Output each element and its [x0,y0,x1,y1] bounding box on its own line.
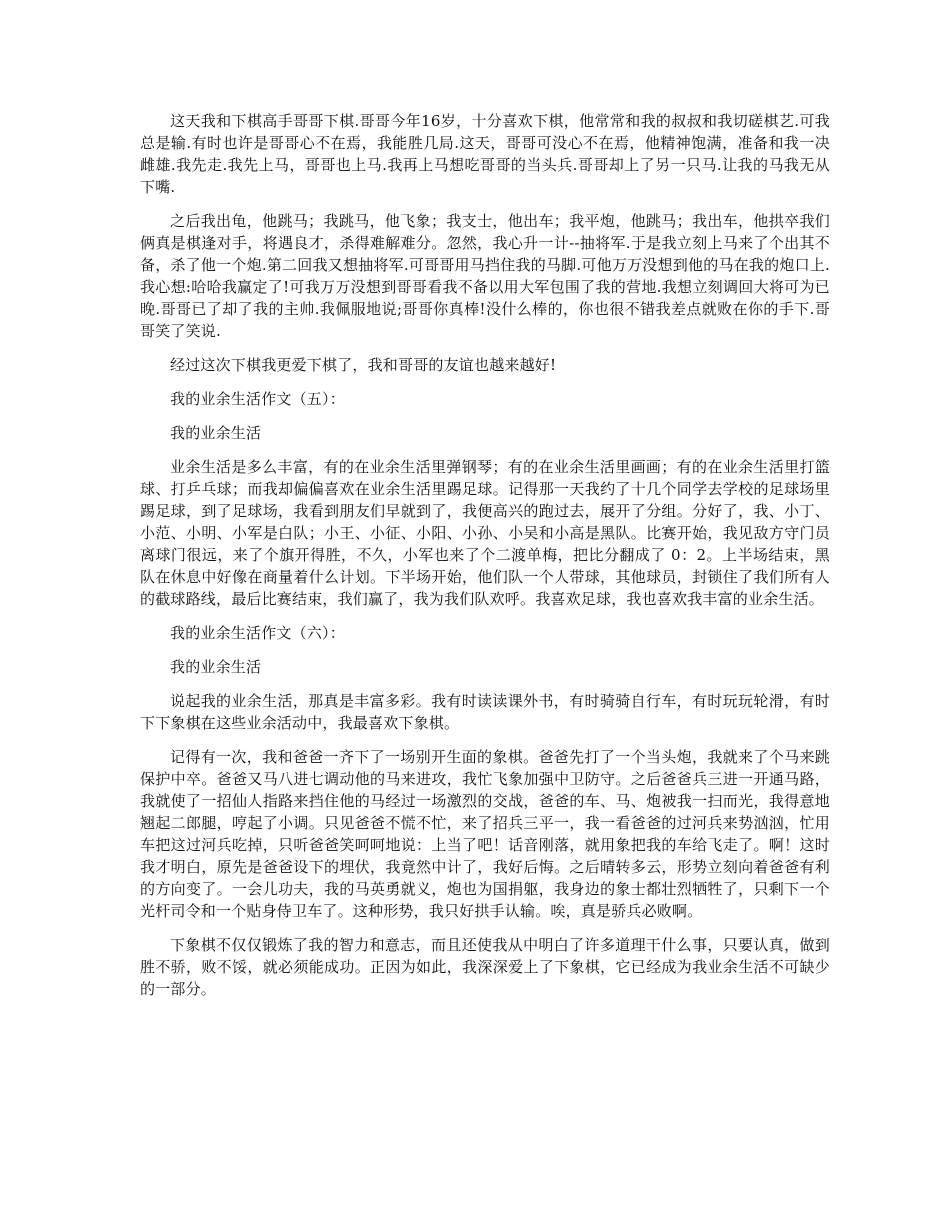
section-heading: 我的业余生活作文（五）： [170,390,345,408]
paragraph-gap [140,644,830,656]
paragraph: 经过这次下棋我更爱下棋了，我和哥哥的友谊也越来越好! [170,356,557,374]
paragraph-gap [140,444,830,456]
document-body [140,110,830,1000]
essay-title: 我的业余生活 [170,658,262,676]
paragraph-gap [140,342,830,354]
paragraph: 记得有一次，我和爸爸一齐下了一场别开生面的象棋。爸爸先打了一个当头炮，我就来了个马来跳保护中卒。爸爸又马八进七调动他的马来进攻，我忙飞象加强中卫防守。之后爸爸兵三进一开通马路，我就使了一招仙人指路来挡住他的马经过一场激烈的交战，爸爸的车、马、炮被我一扫而光，我得意地翘起二郎腿，哼起了小调。只见爸爸不慌不忙，来了招兵三平一，我一看爸爸的过河兵来势汹汹，忙用车把这过河兵吃掉，只听爸爸笑呵呵地说：上当了吧！话音刚落，就用象把我的车给飞走了。啊！这时我才明白，原先是爸爸设下的埋伏，我竟然中计了，我好后悔。之后晴转多云，形势立刻向着爸爸有利的方向变了。一会儿功夫，我的马英勇就义，炮也为国捐躯，我身边的象士都壮烈牺牲了，只剩下一个光杆司令和一个贴身侍卫车了。这种形势，我只好拱手认输。唉，真是骄兵必败啊。 [140,748,830,920]
paragraph-gap [140,610,830,622]
paragraph-gap [140,410,830,422]
paragraph-gap [140,376,830,388]
paragraph-gap [140,734,830,746]
paragraph: 说起我的业余生活，那真是丰富多彩。我有时读读课外书，有时骑骑自行车，有时玩玩轮滑，有时下下象棋在这些业余活动中，我最喜欢下象棋。 [140,692,830,732]
paragraph-gap [140,678,830,690]
essay-title: 我的业余生活 [170,424,262,442]
section-heading: 我的业余生活作文（六）： [170,624,345,642]
paragraph: 这天我和下棋高手哥哥下棋.哥哥今年16岁，十分喜欢下棋，他常常和我的叔叔和我切磋棋艺.可我总是输.有时也许是哥哥心不在焉，我能胜几局.这天，哥哥可没心不在焉，他精神饱满，准备和我一决雌雄.我先走.我先上马，哥哥也上马.我再上马想吃哥哥的当头兵.哥哥却上了另一只马.让我的马我无从下嘴. [140,112,830,196]
paragraph: 下象棋不仅仅锻炼了我的智力和意志，而且还使我从中明白了许多道理干什么事，只要认真，做到胜不骄，败不馁，就必须能成功。正因为如此，我深深爱上了下象棋，它已经成为我业余生活不可缺少的一部分。 [140,936,830,998]
paragraph: 业余生活是多么丰富，有的在业余生活里弹钢琴；有的在业余生活里画画；有的在业余生活里打篮球、打乒乓球；而我却偏偏喜欢在业余生活里踢足球。记得那一天我约了十几个同学去学校的足球场里踢足球，到了足球场，我看到朋友们早就到了，我便高兴的跑过去，展开了分组。分好了，我、小丁、小范、小明、小军是白队；小王、小征、小阳、小孙、小吴和小高是黑队。比赛开始，我见敌方守门员离球门很远，来了个旗开得胜，不久，小军也来了个二渡单梅，把比分翻成了 0：2。上半场结束，黑队在休息中好像在商量着什么计划。下半场开始，他们队一个人带球，其他球员，封锁住了我们所有人的截球路线，最后比赛结束，我们赢了，我为我们队欢呼。我喜欢足球，我也喜欢我丰富的业余生活。 [140,458,830,608]
paragraph: 之后我出龟，他跳马；我跳马，他飞象；我支士，他出车；我平炮，他跳马；我出车，他拱卒我们俩真是棋逢对手，将遇良才，杀得难解难分。忽然，我心升一计--抽将军.于是我立刻上马来了个出其不备，杀了他一个炮.第二回我又想抽将军.可哥哥用马挡住我的马脚.可他万万没想到他的马在我的炮口上.我心想:哈哈我赢定了!可我万万没想到哥哥看我不备以用大军包围了我的营地.我想立刻调回大将可为已晚.哥哥已了却了我的主帅.我佩服地说;哥哥你真棒!没什么棒的，你也很不错我差点就败在你的手下.哥哥笑了笑说. [140,212,830,340]
paragraph-gap [140,922,830,934]
paragraph-gap [140,198,830,210]
